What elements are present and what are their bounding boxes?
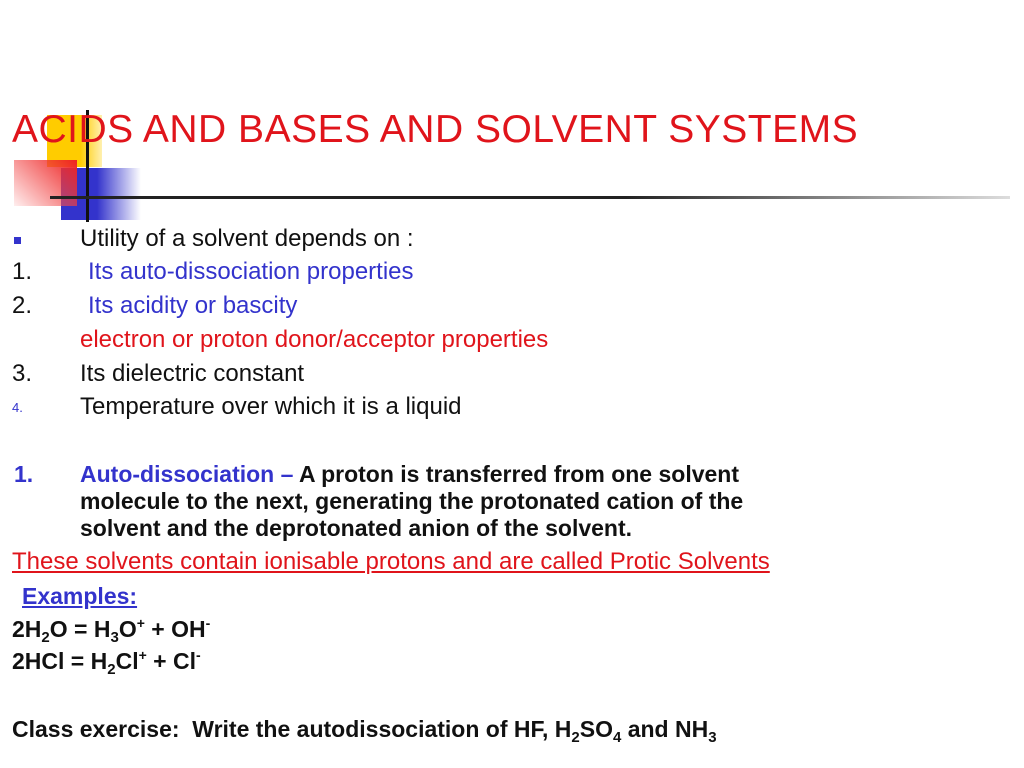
exercise-text: and NH xyxy=(621,716,709,742)
point-line-3: solvent and the deprotonated anion of the solvent. xyxy=(80,515,633,541)
exercise-text: SO xyxy=(579,716,613,742)
list-item-2-sub: electron or proton donor/acceptor properties xyxy=(80,326,549,353)
eq-sup: + xyxy=(136,615,145,631)
class-exercise xyxy=(12,716,717,746)
eq-part: 2HCl = H xyxy=(12,648,108,674)
list-num-2: 2. xyxy=(12,292,33,319)
eq-sub: 4 xyxy=(612,729,622,746)
point-text-1: A proton is transferred from one solvent xyxy=(298,461,739,487)
list-num-1: 1. xyxy=(12,258,33,285)
eq-part: Cl xyxy=(115,648,139,674)
title-underline xyxy=(50,196,1010,199)
exercise-label: Class exercise: xyxy=(12,716,180,742)
list-item-1: Its auto-dissociation properties xyxy=(88,258,414,285)
list-item-2: Its acidity or bascity xyxy=(88,292,298,319)
eq-sup: - xyxy=(195,647,201,663)
eq-sub: 2 xyxy=(41,629,50,646)
point-line-1 xyxy=(80,461,739,488)
list-num-3: 3. xyxy=(12,360,33,387)
examples-label: Examples: xyxy=(22,583,138,609)
protic-statement: These solvents contain ionisable protons and are called Protic Solvents xyxy=(12,548,770,575)
slide-title: ACIDS AND BASES AND SOLVENT SYSTEMS xyxy=(12,108,859,151)
equation-water xyxy=(12,615,211,646)
list-num-4: 4. xyxy=(12,400,23,415)
eq-part: O xyxy=(118,616,137,642)
eq-sub: 3 xyxy=(708,729,717,746)
eq-part: + Cl xyxy=(146,648,196,674)
eq-sup: - xyxy=(205,615,211,631)
eq-part: O = H xyxy=(49,616,111,642)
intro-text: Utility of a solvent depends on : xyxy=(80,225,414,252)
point-line-2: molecule to the next, generating the protonated cation of the xyxy=(80,488,744,514)
point-num: 1. xyxy=(14,461,34,487)
exercise-text: Write the autodissociation of HF, H xyxy=(192,716,572,742)
point-term: Auto-dissociation – xyxy=(80,461,294,487)
bullet-icon xyxy=(14,237,21,244)
list-item-3: Its dielectric constant xyxy=(80,360,305,387)
list-item-4: Temperature over which it is a liquid xyxy=(80,393,462,420)
eq-sup: + xyxy=(138,647,147,663)
eq-sub: 2 xyxy=(107,661,116,678)
eq-sub: 2 xyxy=(571,729,580,746)
eq-sub: 3 xyxy=(110,629,119,646)
eq-part: + OH xyxy=(144,616,206,642)
equation-hcl xyxy=(12,647,201,678)
decor-red-square xyxy=(14,160,77,206)
eq-part: 2H xyxy=(12,616,42,642)
